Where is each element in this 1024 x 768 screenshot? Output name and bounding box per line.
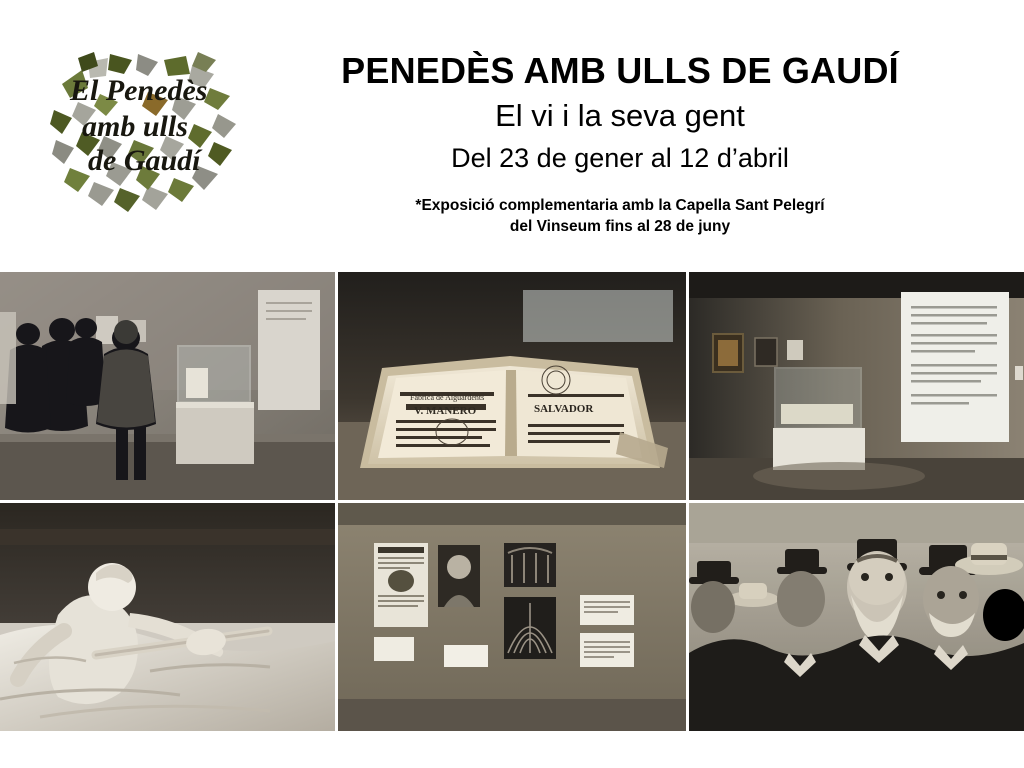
svg-text:SALVADOR: SALVADOR [534, 403, 594, 415]
photo-historic-group [689, 503, 1024, 731]
photo-wall-documents [338, 503, 686, 731]
svg-text:Fabrica de Aiguardents: Fabrica de Aiguardents [410, 393, 485, 402]
page-subtitle: El vi i la seva gent [495, 98, 745, 134]
photo-visitors-showcase [0, 272, 335, 500]
photo-open-book [338, 272, 686, 500]
svg-text:El Penedès: El Penedès [70, 74, 208, 107]
svg-text:amb ulls: amb ulls [82, 110, 188, 143]
photo-sculpture [0, 503, 335, 731]
page-title: PENEDÈS AMB ULLS DE GAUDÍ [341, 50, 899, 91]
complementary-note [250, 196, 990, 238]
poster-header [0, 0, 1024, 268]
exhibition-logo [48, 44, 238, 222]
exhibition-dates: Del 23 de gener al 12 d’abril [451, 142, 789, 173]
complementary-note-line2: del Vinseum fins al 28 de juny [509, 217, 731, 235]
complementary-note-line1: *Exposició complementaria amb la Capella Sant Pelegrí [415, 196, 825, 214]
photo-panel-room [689, 272, 1024, 500]
svg-text:V. MANERO: V. MANERO [414, 405, 477, 417]
svg-text:de Gaudí: de Gaudí [88, 144, 201, 177]
photo-gallery [0, 272, 1024, 731]
title-block [250, 50, 990, 238]
